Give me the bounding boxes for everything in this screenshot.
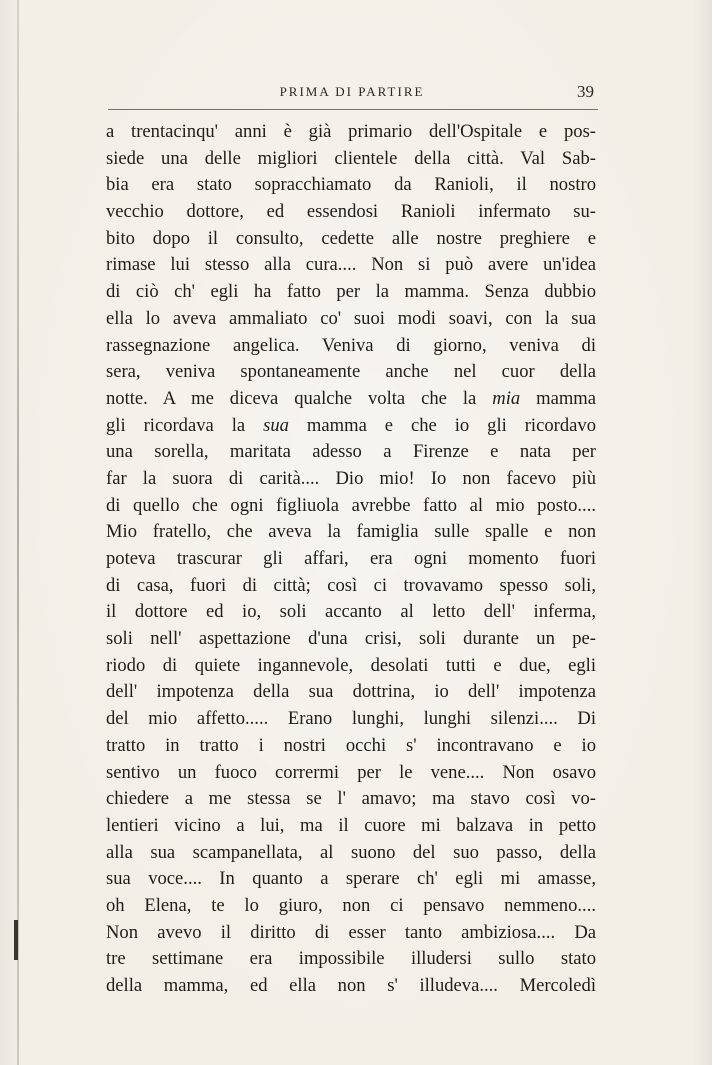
text-line: tre settimane era impossibile illudersi sullo stato	[106, 948, 596, 970]
text-line: sera, veniva spontaneamente anche nel cuor della	[106, 361, 596, 383]
text-line: una sorella, maritata adesso a Firenze e nata per	[106, 441, 596, 463]
text-line: rassegnazione angelica. Veniva di giorno, veniva di	[106, 334, 596, 356]
text-line-part: notte. A me diceva qualche volta che la	[106, 387, 493, 409]
running-head: PRIMA DI PARTIRE	[279, 84, 425, 99]
text-line: della mamma, ed ella non s' illudeva.... Mercoledì	[106, 975, 596, 996]
text-line: sua voce.... In quanto a sperare ch' egli mi amasse,	[106, 868, 596, 890]
italic-word: mia	[492, 387, 521, 409]
page-number: 39	[577, 82, 594, 101]
text-line: Non avevo il diritto di esser tanto ambiziosa.... Da	[106, 921, 596, 943]
text-line: Mio fratello, che aveva la famiglia sulle spalle e non	[106, 521, 596, 543]
text-line: ella lo aveva ammaliato co' suoi modi soavi, con la sua	[106, 307, 596, 329]
text-line: far la suora di carità.... Dio mio! Io non facevo più	[106, 467, 596, 489]
text-line-part: mamma	[520, 387, 597, 409]
text-line: riodo di quiete ingannevole, desolati tutti e due, egli	[106, 654, 596, 676]
text-line: a trentacinqu' anni è già primario dell'Ospitale e pos-	[106, 121, 596, 142]
text-line: dell' impotenza della sua dottrina, io dell' impotenza	[106, 681, 596, 703]
text-line-part: mamma e che io gli ricordavo	[288, 414, 596, 436]
text-line	[106, 413, 596, 440]
text-line: soli nell' aspettazione d'una crisi, soli durante un pe-	[106, 628, 596, 650]
text-line: di casa, fuori di città; così ci trovavamo spesso soli,	[106, 574, 596, 596]
text-line: chiedere a me stessa se l' amavo; ma stavo così vo-	[106, 788, 596, 810]
text-line	[106, 386, 596, 413]
text-line: sentivo un fuoco corrermi per le vene.... Non osavo	[106, 761, 596, 783]
text-line: alla sua scampanellata, al suono del suo passo, della	[106, 841, 596, 863]
text-line: il dottore ed io, soli accanto al letto dell' inferma,	[106, 601, 596, 623]
text-line: rimase lui stesso alla cura.... Non si può avere un'idea	[106, 254, 596, 276]
page-header	[108, 82, 596, 106]
text-line: bito dopo il consulto, cedette alle nostre preghiere e	[106, 227, 596, 249]
text-line: poteva trascurar gli affari, era ogni momento fuori	[106, 548, 596, 569]
text-line: bia era stato sopracchiamato da Ranioli, il nostro	[106, 174, 596, 196]
body-text	[106, 119, 596, 1000]
text-line-part: gli ricordava la	[106, 414, 264, 436]
text-line: vecchio dottore, ed essendosi Ranioli infermato su-	[106, 201, 596, 223]
text-line: oh Elena, te lo giuro, non ci pensavo nemmeno....	[106, 894, 596, 916]
text-line: di quello che ogni figliuola avrebbe fatto al mio posto....	[106, 494, 596, 516]
text-line: di ciò ch' egli ha fatto per la mamma. Senza dubbio	[106, 281, 596, 303]
text-line: siede una delle migliori clientele della città. Val Sab-	[106, 147, 596, 169]
binding-mark	[14, 920, 18, 960]
text-line: lentieri vicino a lui, ma il cuore mi balzava in petto	[106, 814, 596, 836]
text-line: tratto in tratto i nostri occhi s' incontravano e io	[106, 734, 596, 756]
header-rule	[108, 109, 598, 110]
italic-word: sua	[263, 414, 289, 436]
text-line: del mio affetto..... Erano lunghi, lunghi silenzi.... Di	[106, 708, 596, 730]
binding-gutter-line	[17, 0, 19, 1065]
